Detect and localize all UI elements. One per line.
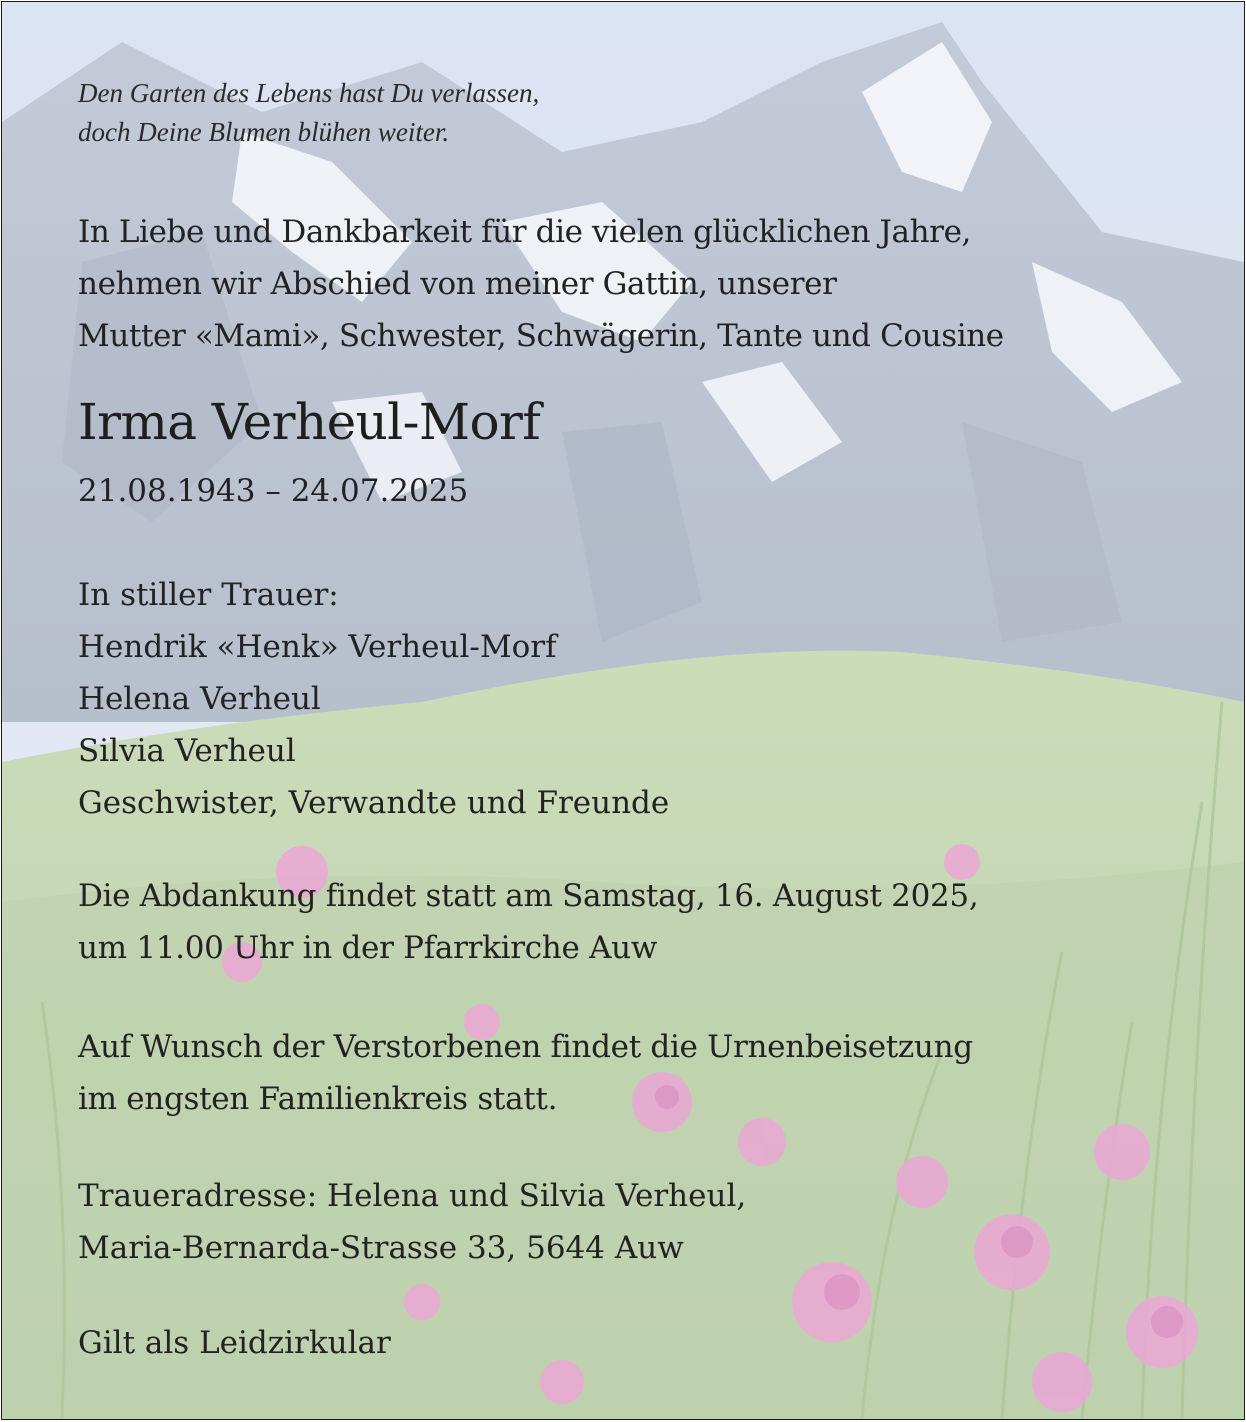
service-info — [78, 870, 978, 974]
mourning-address — [78, 1170, 746, 1274]
mourners-heading: In stiller Trauer: — [78, 577, 339, 613]
urn-line: im engsten Familienkreis statt. — [78, 1081, 558, 1117]
urn-burial-info — [78, 1021, 973, 1125]
mourner-name: Helena Verheul — [78, 681, 321, 717]
intro-line: Mutter «Mami», Schwester, Schwägerin, Tante und Cousine — [78, 318, 1004, 354]
notice-text — [2, 2, 1244, 1419]
urn-line: Auf Wunsch der Verstorbenen findet die Urnenbeisetzung — [78, 1029, 973, 1065]
intro-paragraph — [78, 206, 1004, 362]
motto-line: Den Garten des Lebens hast Du verlassen, — [78, 78, 540, 108]
mourners-list — [78, 569, 669, 829]
mourner-name: Hendrik «Henk» Verheul-Morf — [78, 629, 557, 665]
mourner-name: Silvia Verheul — [78, 733, 296, 769]
obituary-notice — [1, 1, 1245, 1420]
address-line: Traueradresse: Helena und Silvia Verheul, — [78, 1178, 747, 1214]
mourner-name: Geschwister, Verwandte und Freunde — [78, 785, 670, 821]
deceased-name: Irma Verheul-Morf — [78, 393, 541, 451]
address-line: Maria-Bernarda-Strasse 33, 5644 Auw — [78, 1230, 684, 1266]
intro-line: nehmen wir Abschied von meiner Gattin, unserer — [78, 266, 837, 302]
motto-line: doch Deine Blumen blühen weiter. — [78, 117, 450, 147]
intro-line: In Liebe und Dankbarkeit für die vielen glücklichen Jahre, — [78, 214, 971, 250]
service-line: Die Abdankung findet statt am Samstag, 16. August 2025, — [78, 878, 979, 914]
circular-note: Gilt als Leidzirkular — [78, 1325, 391, 1361]
life-dates: 21.08.1943 – 24.07.2025 — [78, 473, 469, 509]
service-line: um 11.00 Uhr in der Pfarrkirche Auw — [78, 930, 658, 966]
motto-verse — [78, 74, 539, 152]
